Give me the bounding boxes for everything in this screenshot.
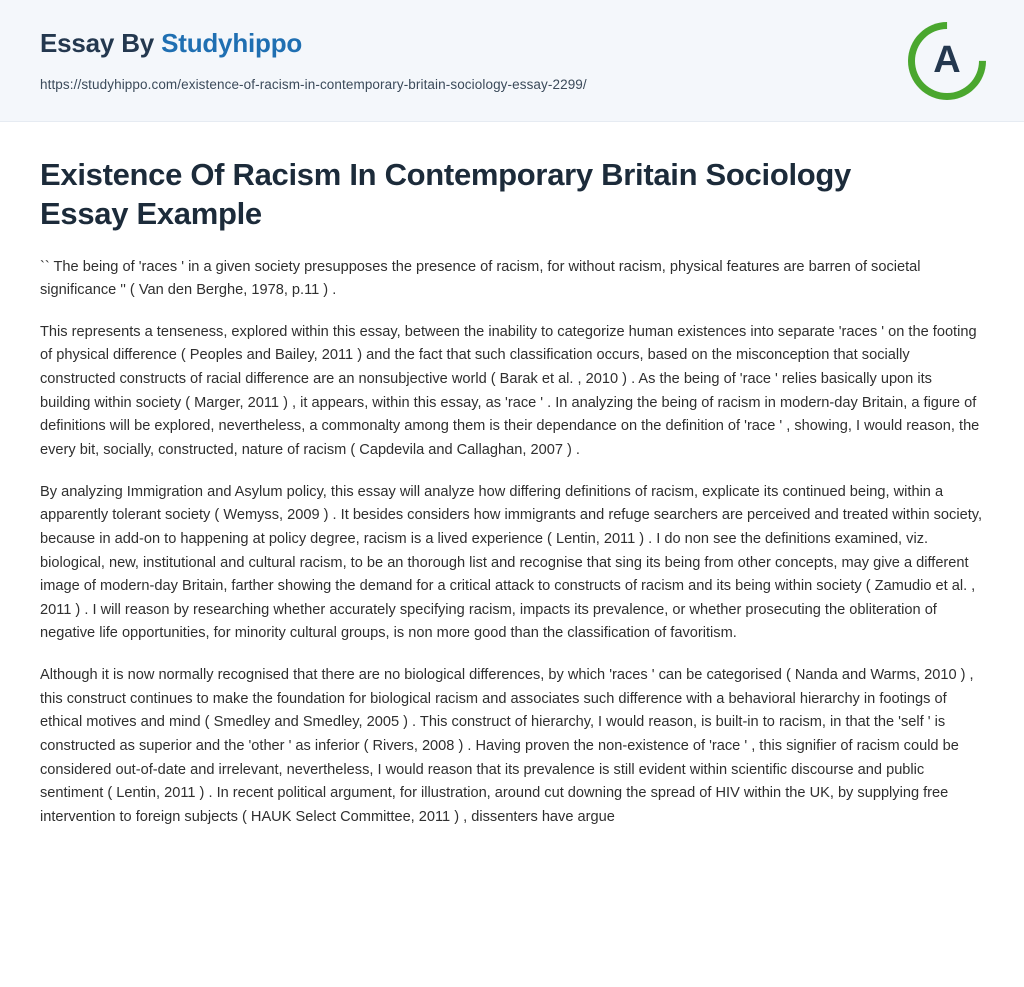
article-body (0, 122, 1024, 830)
studyhippo-logo-icon (908, 22, 986, 100)
brand-word-essay: Essay (40, 28, 115, 58)
paragraph-1: `` The being of 'races ' in a given society presupposes the presence of racism, for without racism, physical features are barren of societal significance '' ( Van den Berghe, 1978, p.11 ) . (40, 258, 921, 299)
page-title: Existence Of Racism In Contemporary Britain Sociology Essay Example (40, 157, 851, 231)
paragraph-4: Although it is now normally recognised that there are no biological differences, by which 'races ' can be categorised ( Nanda and Warms, 2010 ) , this construct continues to make the foundation for biological racism and associates such difference with a behavioral hierarchy in footings of ethical motives and mind ( Smedley and Smedley, 2005 ) . This construct of hierarchy, I would reason, is built-in to racism, in that the 'self ' is constructed as superior and the 'other ' as inferior ( Rivers, 2008 ) . Having proven the non-existence of 'race ' , this signifier of racism could be considered out-of-date and irrelevant, nevertheless, I would reason that its prevalence is still evident within scientific discourse and public sentiment ( Lentin, 2011 ) . In recent political argument, for illustration, around cut downing the spread of HIV within the UK, by supplying free intervention to foreign subjects ( HAUK Select Committee, 2011 ) , dissenters have argue (40, 667, 974, 825)
brand-word-studyhippo: Studyhippo (161, 28, 303, 58)
brand-word-by: By (121, 28, 155, 58)
paragraph-3: By analyzing Immigration and Asylum policy, this essay will analyze how differing definitions of racism, explicate its continued being, within a apparently tolerant society ( Wemyss, 2009 ) . It besides considers how immigrants and refuge searchers are perceived and treated within society, because in add-on to happening at policy degree, racism is a lived experience ( Lentin, 2011 ) . I do non see the definitions examined, viz. biological, new, institutional and cultural racism, to be an thorough list and recognise that sing its being from other concepts, may give a different image of modern-day Britain, farther showing the demand for a critical attack to constructs of racism and its being within society ( Zamudio et al. , 2011 ) . I will reason by researching whether accurately specifying racism, impacts its prevalence, or whether prosecuting the obliteration of negative life opportunities, for minority cultural groups, is non more good than the classification of favoritism. (40, 483, 983, 642)
paragraph-2: This represents a tenseness, explored within this essay, between the inability to categorize human existences into separate 'races ' on the footing of physical difference ( Peoples and Bailey, 2011 ) and the fact that such classification occurs, based on the misconception that socially constructed constructs of racial difference are an nonsubjective world ( Barak et al. , 2010 ) . As the being of 'race ' relies basically upon its building within society ( Marger, 2011 ) , it appears, within this essay, as 'race ' . In analyzing the being of racism in modern-day Britain, a figure of definitions will be explored, nevertheless, a commonalty among them is their dependance on the definition of 'race ' , showing, I would reason, the every bit, socially, constructed, nature of racism ( Capdevila and Callaghan, 2007 ) . (40, 323, 980, 458)
brand-logo-text (40, 28, 984, 59)
logo-letter-a: A (933, 38, 961, 81)
site-header (0, 0, 1024, 122)
page-url-link[interactable]: https://studyhippo.com/existence-of-racism-in-contemporary-britain-sociology-essay-2299/ (40, 77, 587, 93)
